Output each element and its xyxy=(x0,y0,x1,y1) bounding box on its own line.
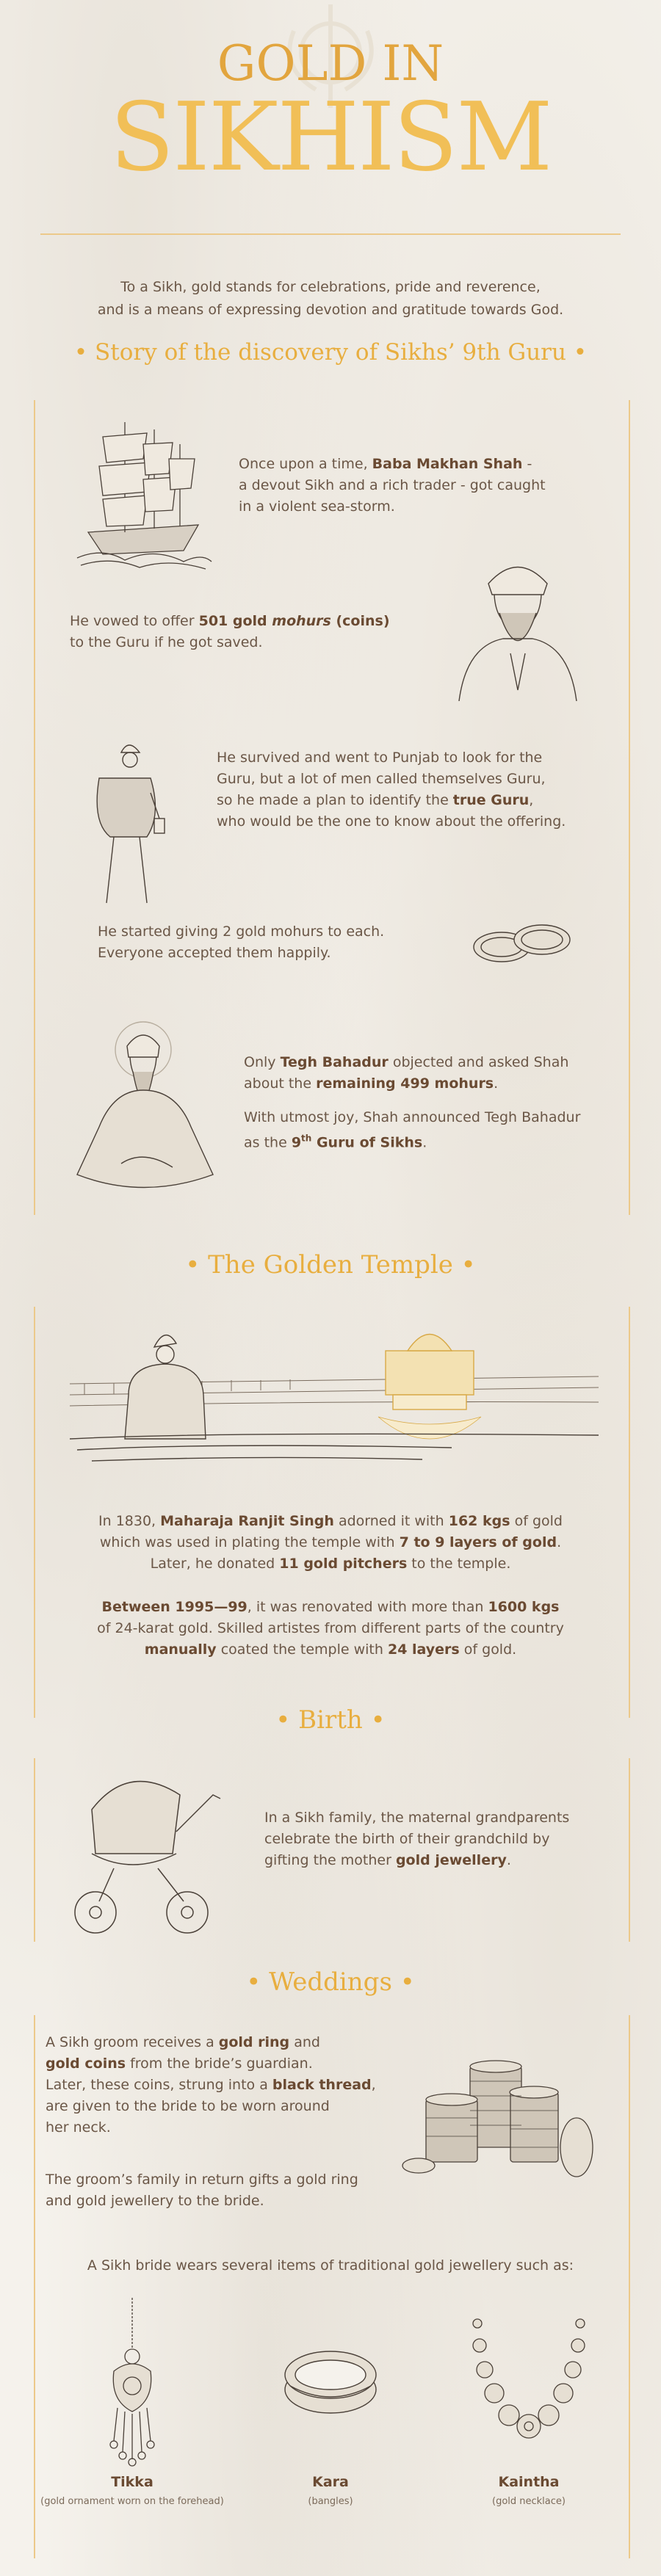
intro-line-1: To a Sikh, gold stands for celebrations, pride and reverence, xyxy=(120,279,541,295)
tegh-bahadur-illustration xyxy=(70,1017,224,1204)
coin-stack-illustration xyxy=(400,2059,606,2184)
story-p6: With utmost joy, Shah announced Tegh Bahadur as the 9th Guru of Sikhs. xyxy=(244,1109,581,1151)
title-line-2: SIKHISM xyxy=(109,83,552,192)
tikka-desc: (gold ornament worn on the forehead) xyxy=(40,2496,224,2507)
traveller-illustration xyxy=(77,734,187,910)
tikka-illustration xyxy=(99,2298,165,2467)
story-p2: He vowed to offer 501 gold mohurs (coins) to the Guru if he got saved. xyxy=(70,613,390,650)
ship-illustration xyxy=(73,415,213,573)
golden-temple-illustration xyxy=(70,1314,599,1490)
birth-rail-right xyxy=(629,1758,630,1942)
story-p4: He started giving 2 gold mohurs to each. Everyone accepted them happily. xyxy=(98,924,385,961)
kaintha-illustration xyxy=(466,2312,591,2459)
intro-line-2: and is a means of expressing devotion and gratitude towards God. xyxy=(97,302,564,318)
weddings-p3: A Sikh bride wears several items of traditional gold jewellery such as: xyxy=(87,2257,574,2274)
kaintha-name: Kaintha xyxy=(498,2474,560,2490)
weddings-title: • Weddings • xyxy=(246,1967,415,1997)
story-rail-right xyxy=(629,400,630,1215)
tikka-name: Tikka xyxy=(111,2474,153,2490)
temple-p1: In 1830, Maharaja Ranjit Singh adorned it with 162 kgs of gold which was used in plating the temple with 7 to 9 layers of gold. Later, he donated 11 gold pitchers to the temple. xyxy=(98,1513,563,1572)
weddings-p2: The groom’s family in return gifts a gold ring and gold jewellery to the bride. xyxy=(46,2172,358,2209)
kara-name: Kara xyxy=(312,2474,349,2490)
temple-title: • The Golden Temple • xyxy=(185,1250,476,1280)
story-p1: Once upon a time, Baba Makhan Shah - a devout Sikh and a rich trader - got caught in a violent sea-storm. xyxy=(239,456,546,515)
weddings-rail-left xyxy=(34,2015,35,2558)
guru-praying-illustration xyxy=(444,543,591,701)
birth-rail-left xyxy=(34,1758,35,1942)
header-divider xyxy=(40,233,621,235)
birth-title: • Birth • xyxy=(275,1705,386,1735)
birth-text: In a Sikh family, the maternal grandparents celebrate the birth of their grandchild by gifting the mother gold jewellery. xyxy=(264,1810,570,1868)
kara-desc: (bangles) xyxy=(308,2496,353,2507)
weddings-rail-right xyxy=(629,2015,630,2558)
weddings-p1: A Sikh groom receives a gold ring and gold coins from the bride’s guardian. Later, these coins, strung into a black thread, are given to the bride to be worn around her neck. xyxy=(46,2034,376,2136)
coins-illustration xyxy=(469,914,579,973)
title-line-1: GOLD IN xyxy=(217,35,444,92)
story-p3: He survived and went to Punjab to look for the Guru, but a lot of men called themselves Guru, so he made a plan to identify the true Guru, who would be the one to know about the offering. xyxy=(217,750,566,830)
kara-illustration xyxy=(279,2342,382,2423)
story-p5: Only Tegh Bahadur objected and asked Shah about the remaining 499 mohurs. xyxy=(244,1054,569,1092)
temple-p2: Between 1995—99, it was renovated with more than 1600 kgs of 24-karat gold. Skilled artistes from different parts of the country manually coated the temple with 24 layers of gold. xyxy=(97,1599,564,1658)
story-rail-left xyxy=(34,400,35,1215)
kaintha-desc: (gold necklace) xyxy=(492,2496,566,2507)
pram-illustration xyxy=(62,1766,224,1938)
story-title: • Story of the discovery of Sikhs’ 9th Guru • xyxy=(73,339,588,366)
